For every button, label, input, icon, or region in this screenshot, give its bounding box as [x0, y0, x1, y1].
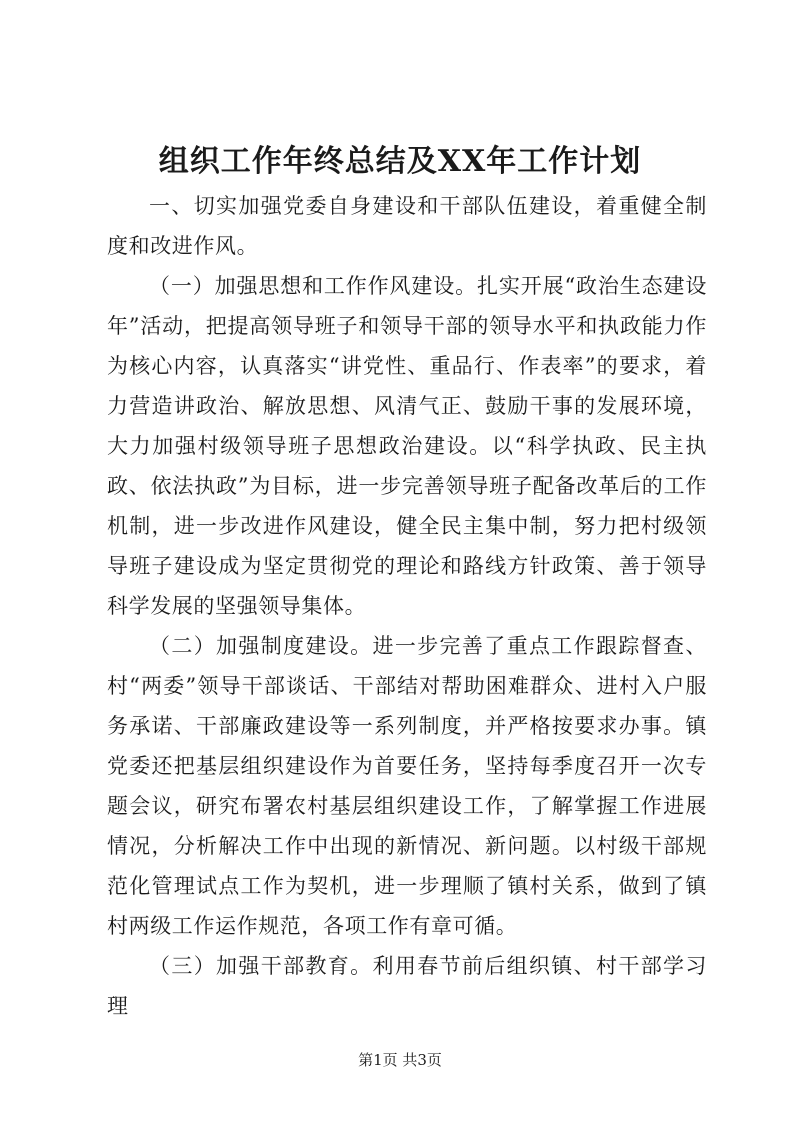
document-body	[107, 186, 707, 1026]
page-footer: 第1页 共3页	[358, 1051, 442, 1069]
paragraph-system-building: （二）加强制度建设。进一步完善了重点工作跟踪督查、村“两委”领导干部谈话、干部结对帮助困难群众、进村入户服务承诺、干部廉政建设等一系列制度，并严格按要求办事。镇党委还把基层组织建设作为首要任务，坚持每季度召开一次专题会议，研究布署农村基层组织建设工作，了解掌握工作进展情况，分析解决工作中出现的新情况、新问题。以村级干部规范化管理试点工作为契机，进一步理顺了镇村关系，做到了镇村两级工作运作规范，各项工作有章可循。	[107, 634, 707, 938]
document-title: 组织工作年终总结及XX年工作计划	[158, 144, 642, 179]
paragraph-cadre-education: （三）加强干部教育。利用春节前后组织镇、村干部学习理	[107, 954, 707, 1018]
paragraph-thought-style: （一）加强思想和工作作风建设。扎实开展“政治生态建设年”活动，把提高领导班子和领导干部的领导水平和执政能力作为核心内容，认真落实“讲党性、重品行、作表率”的要求，着力营造讲政治、解放思想、风清气正、鼓励干事的发展环境，大力加强村级领导班子思想政治建设。以“科学执政、民主执政、依法执政”为目标，进一步完善领导班子配备改革后的工作机制，进一步改进作风建设，健全民主集中制，努力把村级领导班子建设成为坚定贯彻党的理论和路线方针政策、善于领导科学发展的坚强领导集体。	[107, 274, 707, 618]
paragraph-section-one: 一、切实加强党委自身建设和干部队伍建设，着重健全制度和改进作风。	[107, 194, 707, 258]
